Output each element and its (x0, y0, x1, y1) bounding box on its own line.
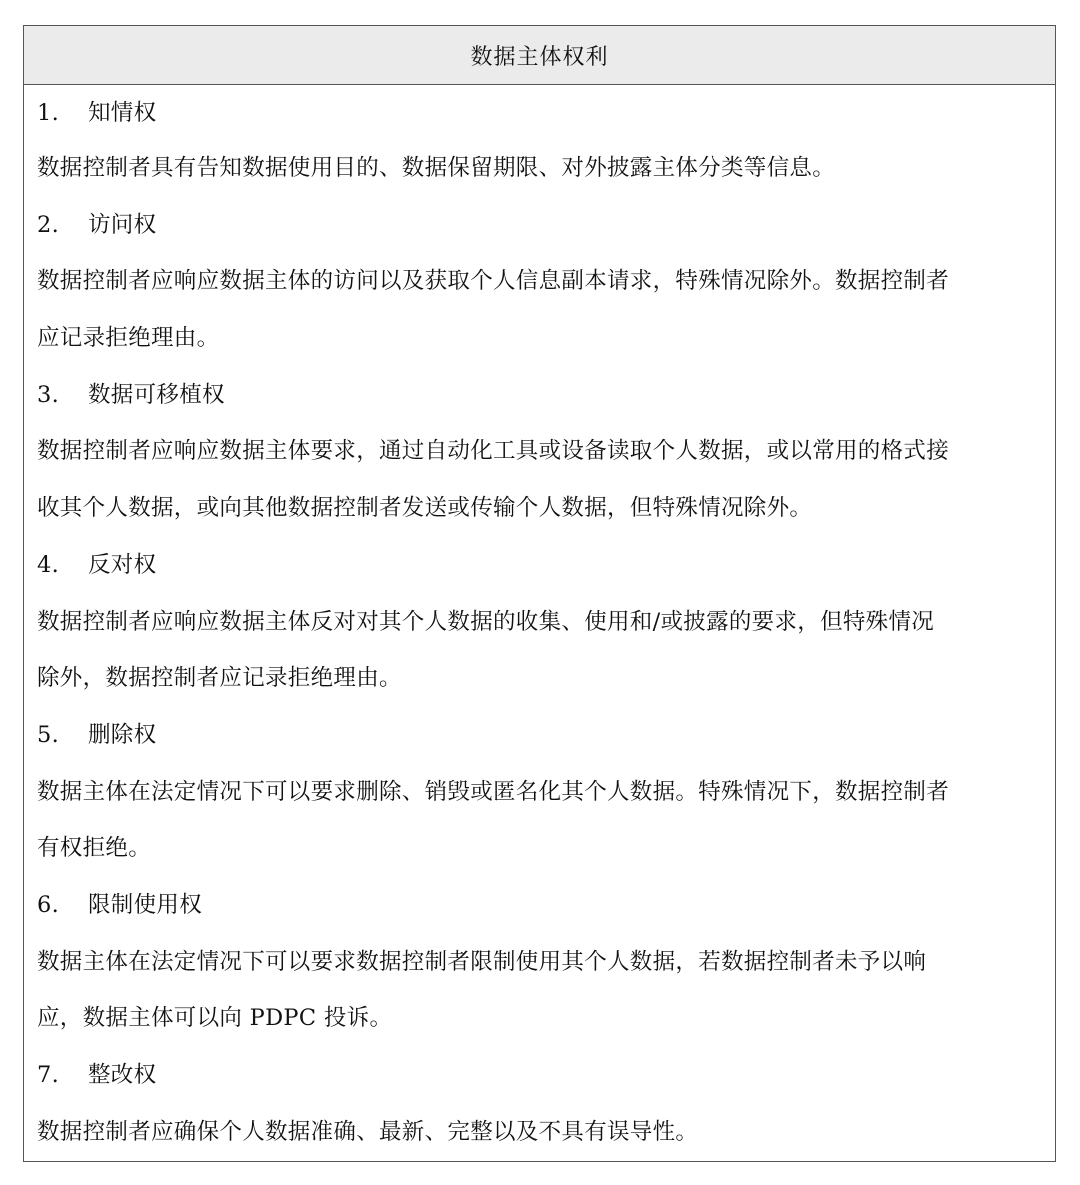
rights-table (23, 25, 1056, 1162)
item-number: 6. (37, 891, 60, 918)
item-3-title (37, 367, 1055, 424)
item-number: 1. (37, 100, 60, 126)
item-title-text: 数据可移植权 (88, 381, 225, 408)
item-4-desc-line-1: 数据控制者应响应数据主体反对对其个人数据的收集、使用和/或披露的要求，但特殊情况 (37, 608, 935, 635)
item-5-desc-line-1: 数据主体在法定情况下可以要求删除、销毁或匿名化其个人数据。特殊情况下，数据控制者 (37, 778, 950, 805)
item-number: 3. (37, 381, 60, 408)
item-title-text: 访问权 (88, 211, 157, 238)
item-2-desc-line-1: 数据控制者应响应数据主体的访问以及获取个人信息副本请求，特殊情况除外。数据控制者 (37, 268, 950, 295)
item-6-title (37, 877, 1055, 934)
table-body (24, 85, 1055, 1160)
item-number: 7. (37, 1062, 60, 1088)
item-title-text: 限制使用权 (88, 891, 203, 918)
item-6-desc-line-2: 应，数据主体可以向 PDPC 投诉。 (37, 1005, 393, 1032)
item-3-desc-line-2: 收其个人数据，或向其他数据控制者发送或传输个人数据，但特殊情况除外。 (37, 495, 813, 522)
table-header: 数据主体权利 (24, 26, 1055, 85)
item-title-text: 知情权 (88, 100, 157, 126)
item-3-desc-line-1: 数据控制者应响应数据主体要求，通过自动化工具或设备读取个人数据，或以常用的格式接 (37, 438, 950, 465)
item-6-desc-line-1: 数据主体在法定情况下可以要求数据控制者限制使用其个人数据，若数据控制者未予以响 (37, 948, 927, 975)
item-1-desc-line-1: 数据控制者具有告知数据使用目的、数据保留期限、对外披露主体分类等信息。 (37, 155, 836, 181)
item-title-text: 反对权 (88, 551, 157, 578)
item-number: 5. (37, 721, 60, 748)
item-title-text: 删除权 (88, 721, 157, 748)
item-1-title (37, 85, 1055, 140)
item-2-desc-line-2: 应记录拒绝理由。 (37, 325, 220, 352)
item-5-title (37, 707, 1055, 764)
item-7-title (37, 1047, 1055, 1104)
item-5-desc-line-2: 有权拒绝。 (37, 835, 152, 862)
item-7-desc-line-1: 数据控制者应确保个人数据准确、最新、完整以及不具有误导性。 (37, 1118, 699, 1145)
item-number: 4. (37, 551, 60, 578)
item-4-desc-line-2: 除外，数据控制者应记录拒绝理由。 (37, 665, 402, 692)
item-2-title (37, 197, 1055, 254)
item-4-title (37, 537, 1055, 594)
item-number: 2. (37, 211, 60, 238)
item-title-text: 整改权 (88, 1062, 157, 1088)
